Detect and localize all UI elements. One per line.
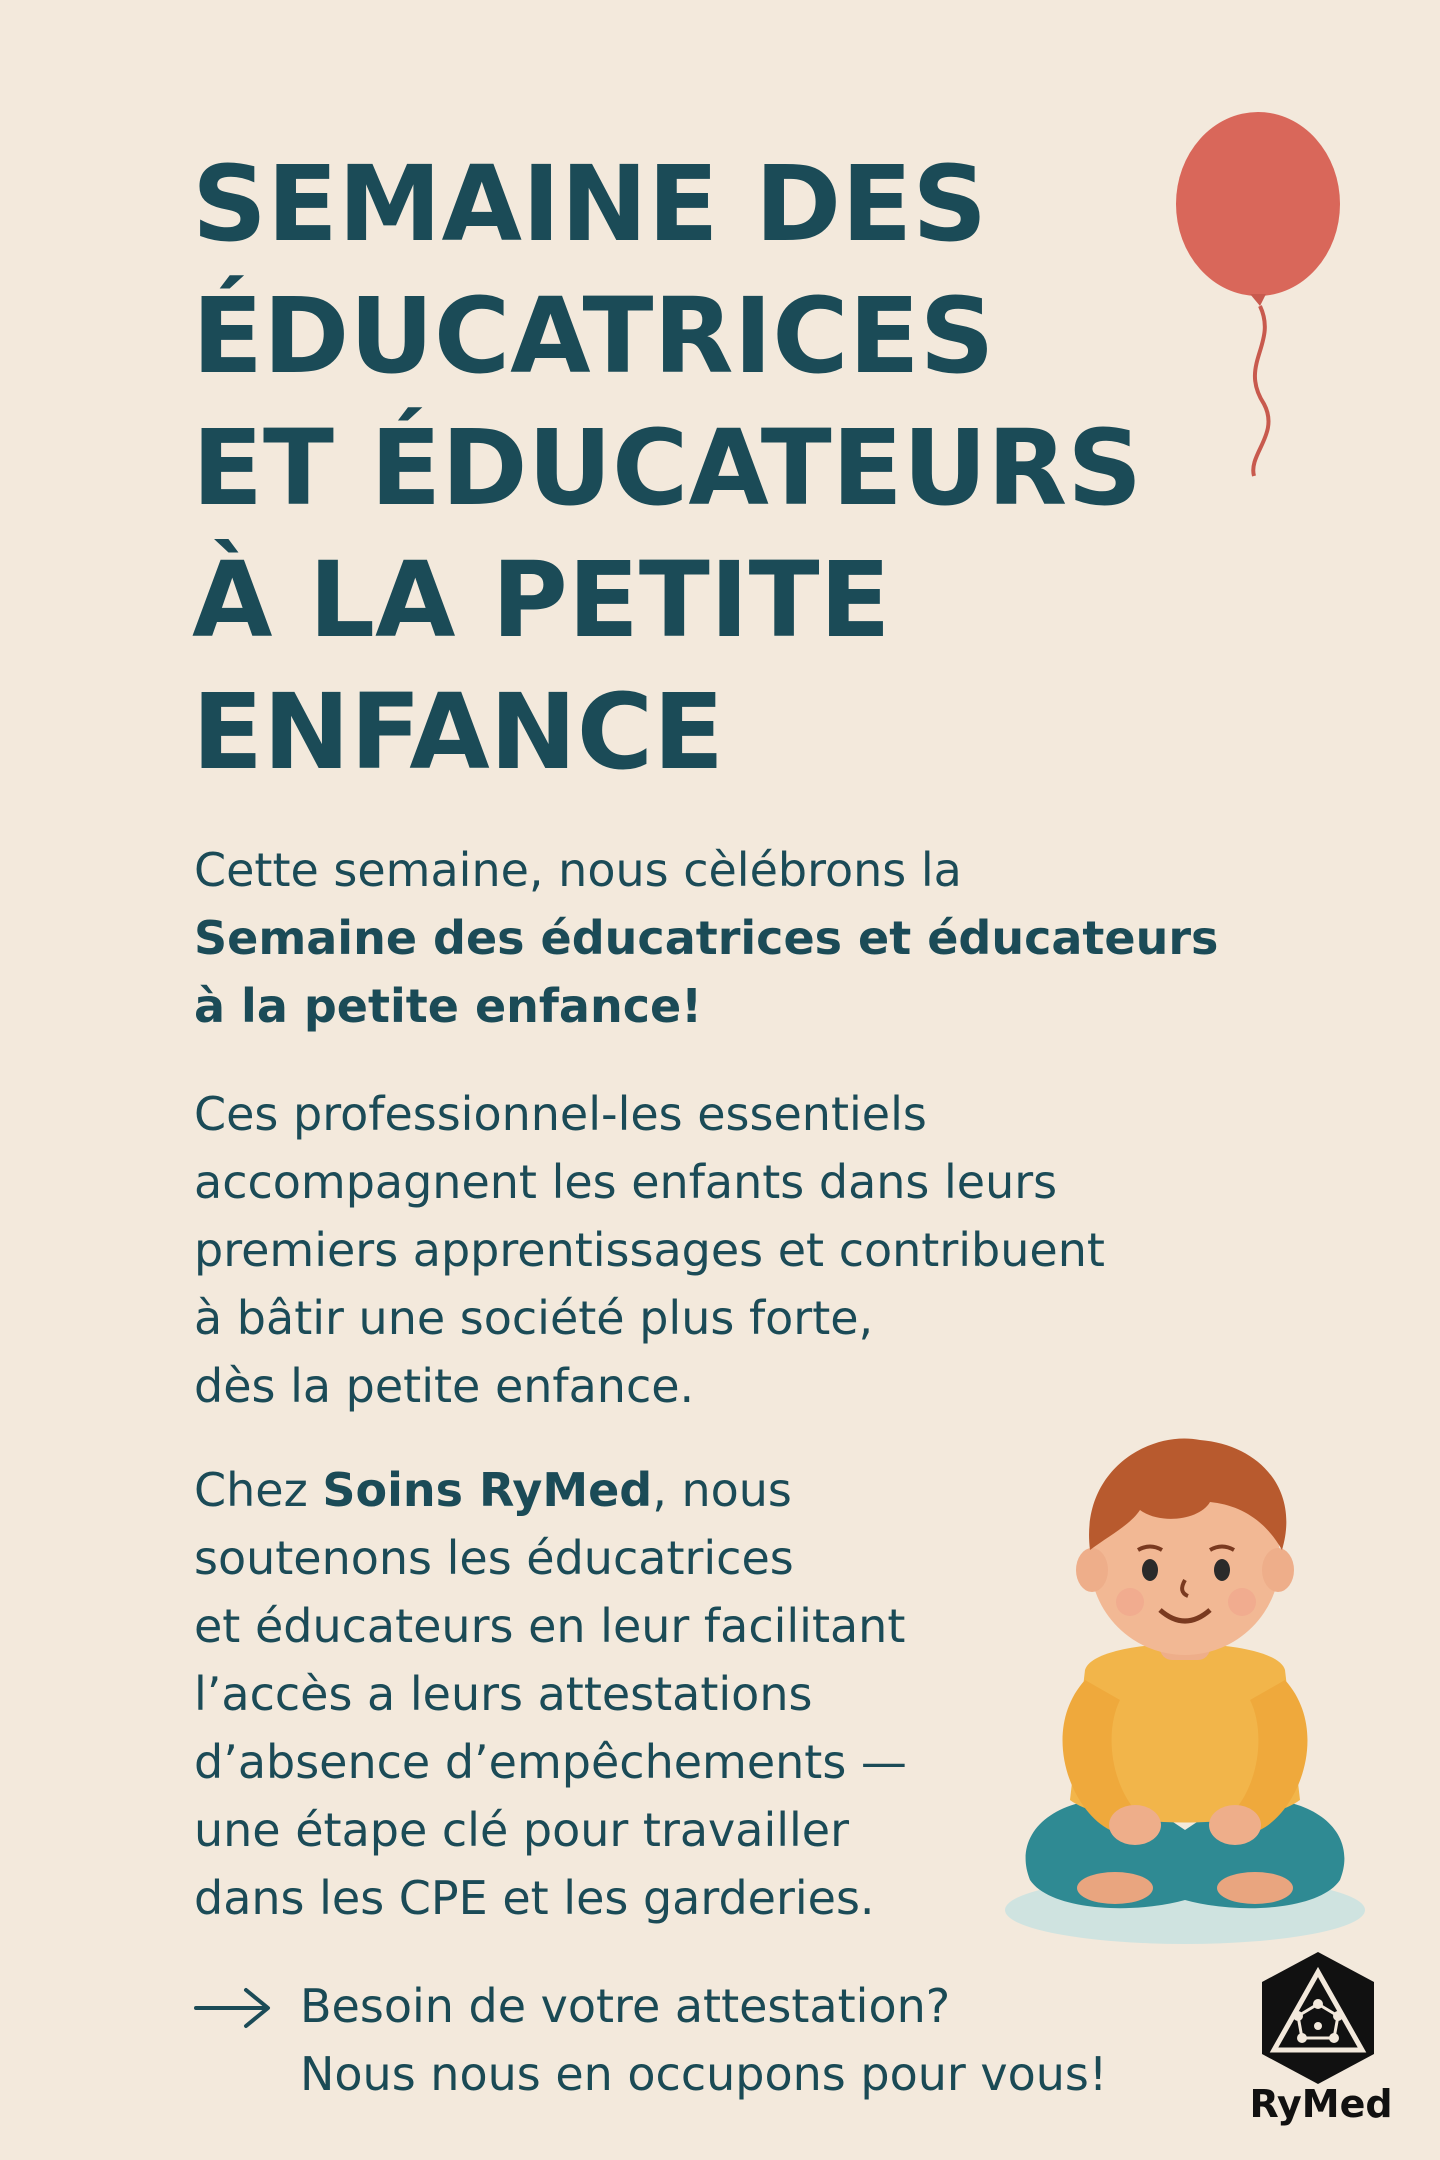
title-line: SEMAINE DES [192,143,988,265]
prefix-text: Chez [194,1463,323,1517]
paragraph-line: accompagnent les enfants dans leurs [194,1155,1058,1209]
intro-bold-line [194,904,1294,972]
arrow-right-icon [194,1986,274,2030]
logo-wordmark: RyMed [1249,2082,1393,2126]
intro-line: Cette semaine, nous cèlébrons la [194,843,962,897]
intro-highlight: Semaine des éducatrices et éducateurs [194,911,1219,965]
company-name: Soins RyMed [322,1463,653,1517]
intro-paragraph [194,836,1294,1040]
paragraph-line: une étape clé pour travailler [194,1803,850,1857]
paragraph-line: d’absence d’empêchements — [194,1735,907,1789]
title-line: ET ÉDUCATEURS [192,407,1143,529]
paragraph-line: l’accès a leurs attestations [194,1667,813,1721]
intro-bold-line [194,972,1294,1040]
suffix-text: , nous [652,1463,792,1517]
paragraph-line: dès la petite enfance. [194,1359,695,1413]
professionals-paragraph [194,1080,1294,1420]
balloon-illustration [1168,104,1348,484]
paragraph-line: et éducateurs en leur facilitant [194,1599,906,1653]
title-line: À LA PETITE [192,539,891,661]
title-line: ÉDUCATRICES [192,275,995,397]
intro-highlight: à la petite enfance! [194,979,703,1033]
paragraph-line: soutenons les éducatrices [194,1531,794,1585]
rymed-logo [1236,1950,1406,2130]
child-illustration [1000,1410,1370,1950]
paragraph-line [194,1456,1014,1524]
paragraph-line: Ces professionnel-les essentiels [194,1087,927,1141]
rymed-paragraph [194,1456,1014,1932]
title-line: ENFANCE [192,671,725,793]
cta-line: Nous nous en occupons pour vous! [300,2047,1108,2101]
poster-title [192,138,1232,798]
paragraph-line: à bâtir une société plus forte, [194,1291,874,1345]
paragraph-line: dans les CPE et les garderies. [194,1871,875,1925]
rymed-logo-icon [1258,1950,1378,2086]
paragraph-line: premiers apprentissages et contribuent [194,1223,1105,1277]
cta-line: Besoin de votre attestation? [300,1979,951,2033]
